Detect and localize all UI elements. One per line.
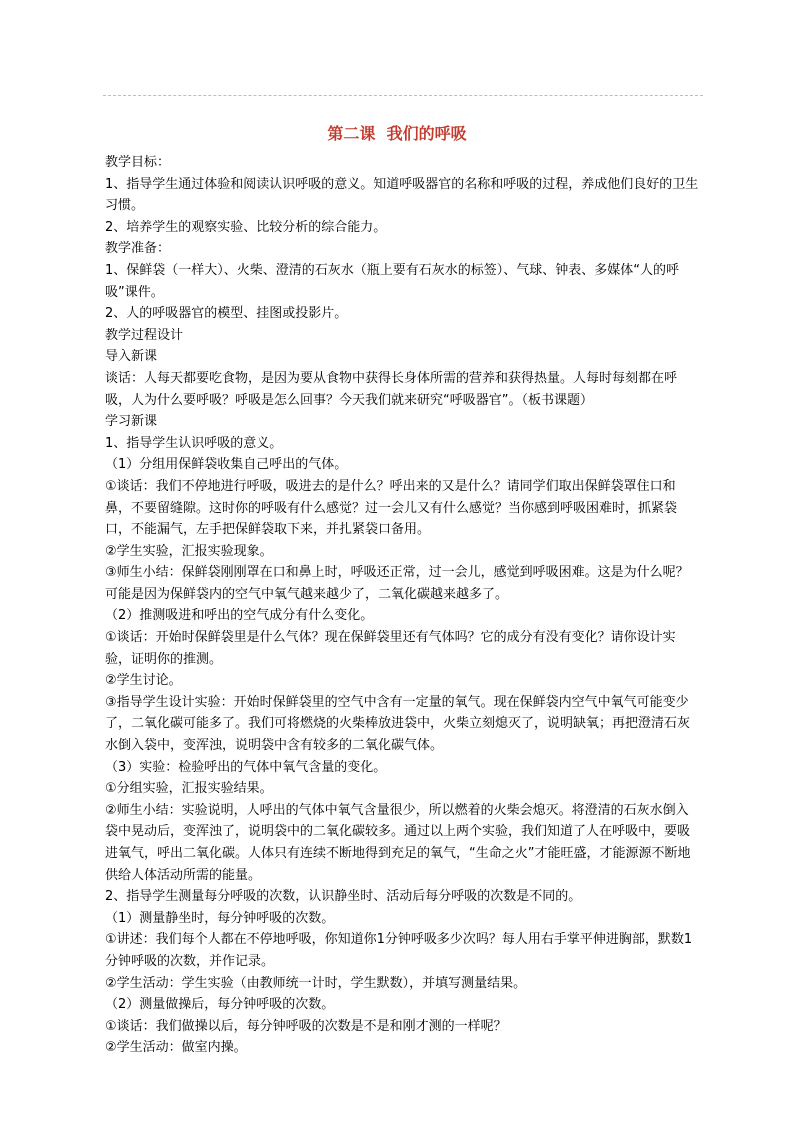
paragraph: ①谈话：我们做操以后，每分钟呼吸的次数是不是和刚才测的一样呢？: [105, 1018, 507, 1034]
paragraph: （2）测量做操后，每分钟呼吸的次数。: [105, 997, 335, 1013]
paragraph: 2、指导学生测量每分呼吸的次数，认识静坐时、活动后每分呼吸的次数是不同的。: [105, 889, 582, 905]
paragraph: 2、培养学生的观察实验、比较分析的综合能力。: [105, 219, 387, 235]
paragraph: ①谈话：我们不停地进行呼吸，吸进去的是什么？呼出来的又是什么？请同学们取出保鲜袋罩住口和鼻，不要留缝隙。这时你的呼吸有什么感觉？过一会儿又有什么感觉？当你感到呼吸困难时，抓紧袋口，不能漏气，左手把保鲜袋取下来，并扎紧袋口备用。: [105, 478, 678, 538]
paragraph: ①讲述：我们每个人都在不停地呼吸，你知道你1分钟呼吸多少次吗？每人用右手掌平伸进胸部，默数1分钟呼吸的次数，并作记录。: [105, 932, 693, 969]
paragraph: 1、指导学生认识呼吸的意义。: [105, 435, 283, 451]
paragraph: 1、保鲜袋（一样大）、火柴、澄清的石灰水（瓶上要有石灰水的标签）、气球、钟表、多媒体“人的呼吸”课件。: [105, 262, 680, 300]
section-heading: 学习新课: [105, 414, 158, 430]
paragraph: ①谈话：开始时保鲜袋里是什么气体？现在保鲜袋里还有气体吗？它的成分有没有变化？请你设计实验，证明你的推测。: [105, 630, 676, 667]
paragraph: （1）测量静坐时，每分钟呼吸的次数。: [105, 910, 335, 926]
paragraph: （1）分组用保鲜袋收集自己呼出的气体。: [105, 457, 348, 473]
paragraph: 1、指导学生通过体验和阅读认识呼吸的意义。知道呼吸器官的名称和呼吸的过程，养成他们良好的卫生习惯。: [105, 176, 699, 214]
section-heading: 教学准备：: [105, 241, 171, 257]
paragraph: ③指导学生设计实验：开始时保鲜袋里的空气中含有一定量的氧气。现在保鲜袋内空气中氧气可能变少了，二氧化碳可能多了。我们可将燃烧的火柴棒放进袋中，火柴立刻熄灭了，说明缺氧；再把澄清石灰水倒入袋中，变浑浊，说明袋中含有较多的二氧化碳气体。: [105, 694, 691, 754]
section-heading: 导入新课: [105, 349, 158, 365]
paragraph: （2）推测吸进和呼出的空气成分有什么变化。: [105, 608, 374, 624]
header-divider: [103, 95, 703, 96]
paragraph: ②学生实验，汇报实验现象。: [105, 543, 273, 559]
paragraph: ②师生小结：实验说明，人呼出的气体中氧气含量很少，所以燃着的火柴会熄灭。将澄清的石灰水倒入袋中晃动后，变浑浊了，说明袋中的二氧化碳较多。通过以上两个实验，我们知道了人在呼吸中，要吸进氧气，呼出二氧化碳。人体只有连续不断地得到充足的氧气，“生命之火”才能旺盛，才能源源不断地供给人体活动所需的能量。: [105, 802, 691, 883]
paragraph: ②学生活动：学生实验（由教师统一计时，学生默数），并填写测量结果。: [105, 975, 527, 991]
paragraph: ②学生活动：做室内操。: [105, 1040, 247, 1056]
paragraph: （3）实验：检验呼出的气体中氧气含量的变化。: [105, 759, 387, 775]
paragraph: ②学生讨论。: [105, 673, 182, 689]
paragraph: 2、人的呼吸器官的模型、挂图或投影片。: [105, 306, 348, 322]
page-title: 第二课 我们的呼吸: [327, 124, 467, 143]
section-heading: 教学目标：: [105, 155, 171, 170]
paragraph: 谈话：人每天都要吃食物，是因为要从食物中获得长身体所需的营养和获得热量。人每时每刻都在呼吸，人为什么要呼吸？呼吸是怎么回事？今天我们就来研究“呼吸器官”。（板书课题）: [105, 370, 678, 408]
paragraph: ①分组实验，汇报实验结果。: [105, 781, 273, 797]
paragraph: ③师生小结：保鲜袋刚刚罩在口和鼻上时，呼吸还正常，过一会儿，感觉到呼吸困难。这是为什么呢？可能是因为保鲜袋内的空气中氧气越来越少了，二氧化碳越来越多了。: [105, 565, 689, 602]
section-heading: 教学过程设计: [105, 327, 184, 343]
document-body: [105, 152, 701, 1059]
